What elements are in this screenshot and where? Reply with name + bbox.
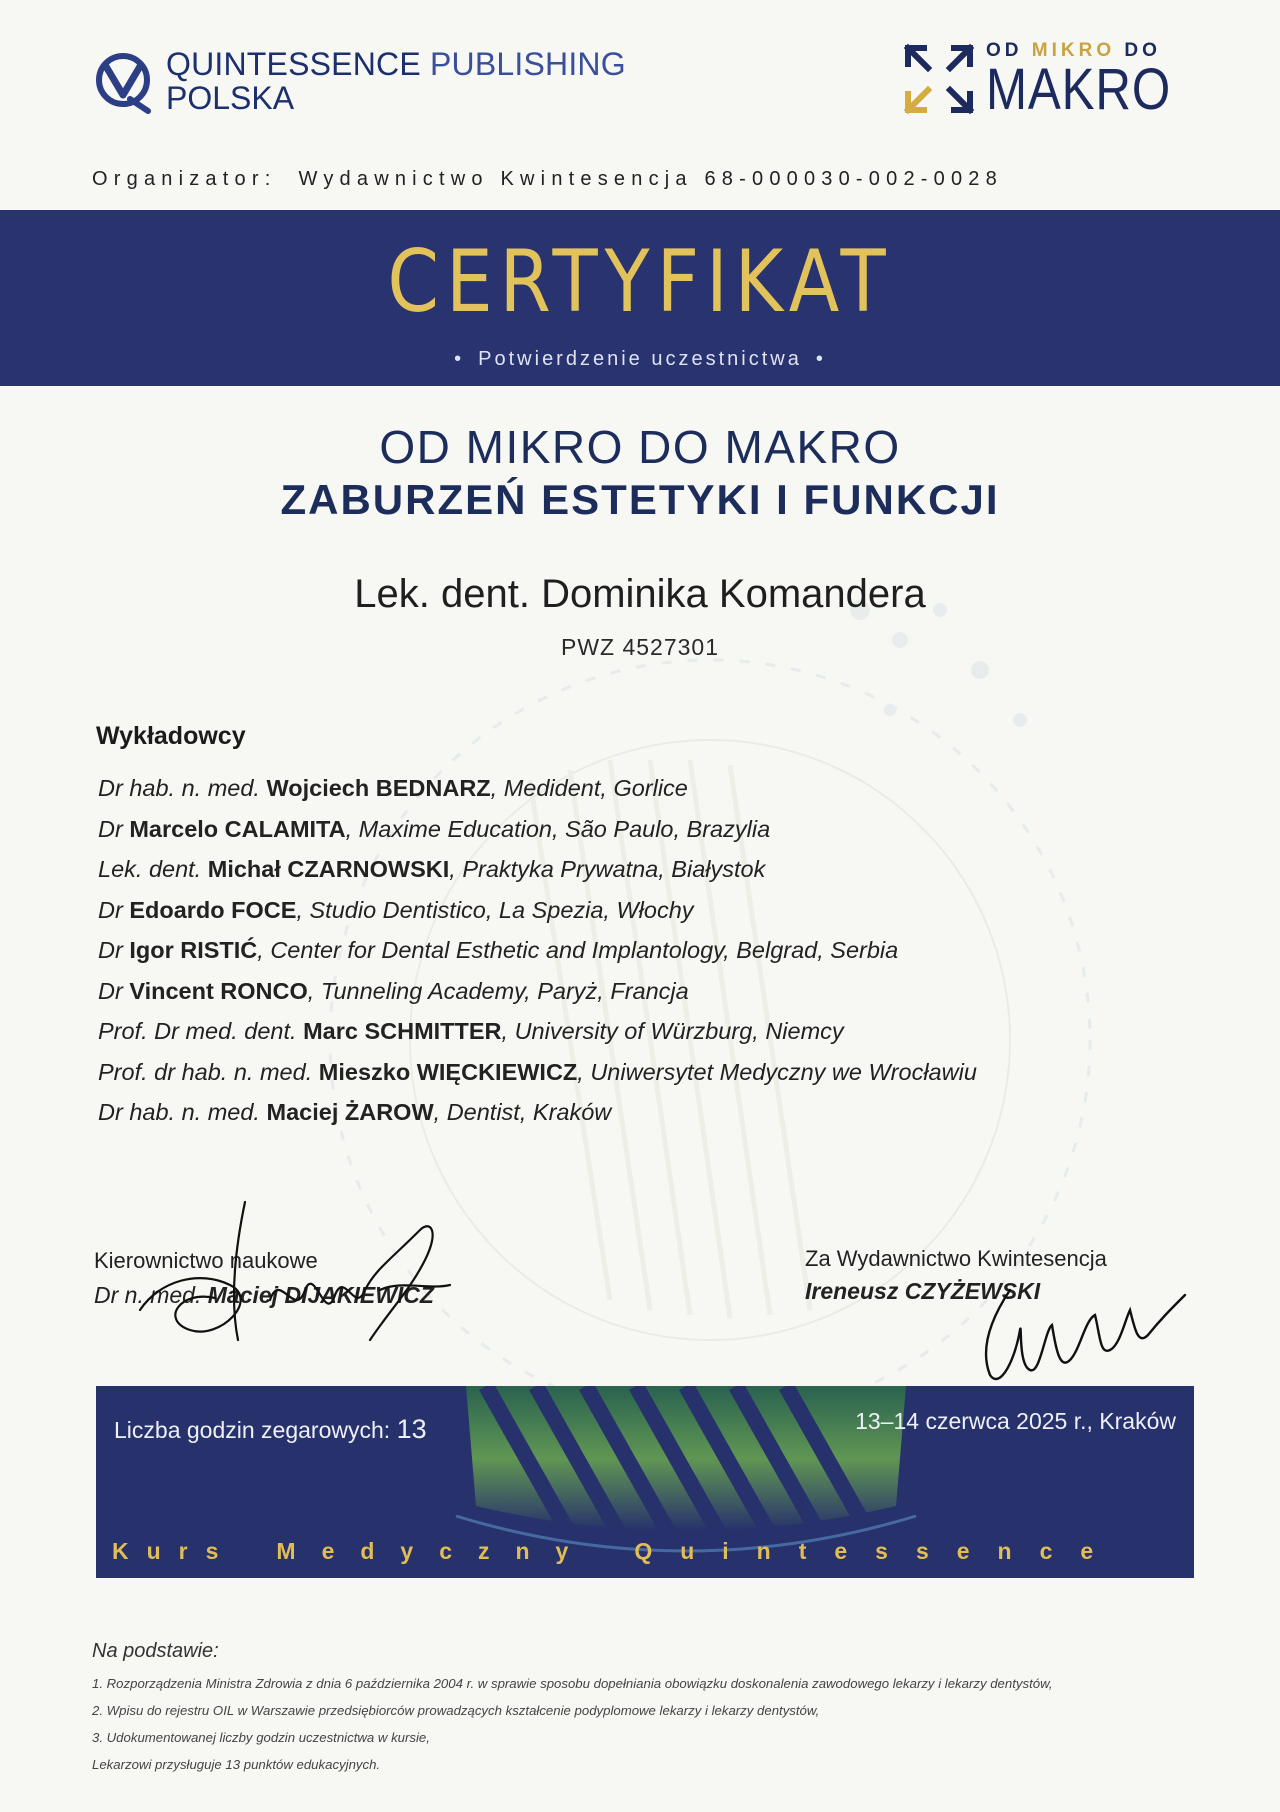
lecturer-item bbox=[98, 1011, 977, 1052]
lecturer-name: Marcelo CALAMITA bbox=[129, 815, 346, 842]
logo-word-makro: MAKRO bbox=[986, 57, 1172, 123]
scientific-director-name-row bbox=[94, 1282, 434, 1309]
expand-arrows-icon bbox=[900, 40, 978, 118]
lecturer-title: Prof. dr hab. n. med. bbox=[98, 1058, 313, 1085]
lecturer-item bbox=[98, 971, 977, 1012]
lecturer-item bbox=[98, 849, 977, 890]
course-date-place: 13–14 czerwca 2025 r., Kraków bbox=[855, 1408, 1176, 1434]
hours-value: 13 bbox=[396, 1414, 427, 1444]
course-brand-word: Kurs bbox=[112, 1538, 237, 1564]
organizer-label: Organizator: bbox=[92, 168, 277, 190]
logo-word-publishing: PUBLISHING bbox=[429, 46, 626, 82]
lecturer-affiliation: , Medident, Gorlice bbox=[490, 775, 688, 801]
course-brand bbox=[112, 1538, 1161, 1565]
hours-label: Liczba godzin zegarowych: bbox=[114, 1417, 391, 1443]
lecturer-title: Lek. dent. bbox=[98, 856, 202, 882]
course-title-line2: ZABURZEŃ ESTETYKI I FUNKCJI bbox=[280, 476, 1000, 523]
lecturer-affiliation: , Center for Dental Esthetic and Implantology, Belgrad, Serbia bbox=[257, 937, 899, 963]
lecturer-title: Prof. Dr med. dent. bbox=[98, 1018, 297, 1044]
lecturer-title: Dr bbox=[98, 937, 123, 963]
participant-pwz: PWZ 4527301 bbox=[560, 634, 720, 660]
course-info-band bbox=[96, 1386, 1194, 1578]
course-brand-word: Quintessence bbox=[634, 1538, 1122, 1564]
certificate-subtitle: Potwierdzenie uczestnictwa bbox=[478, 348, 802, 370]
logo-word-od: OD bbox=[986, 40, 1023, 62]
lecturer-title: Dr hab. n. med. bbox=[98, 1099, 260, 1125]
lecturer-item bbox=[98, 1092, 977, 1133]
organizer-line bbox=[92, 168, 1003, 191]
lecturer-item bbox=[98, 1052, 977, 1093]
certificate-subtitle-row bbox=[0, 348, 1280, 371]
lecturers-list bbox=[98, 768, 977, 1133]
legal-basis-item: 2. Wpisu do rejestru OIL w Warszawie przedsiębiorców prowadzących kształcenie podyplomowe lekarzy i lekarzy dentystów, bbox=[92, 1703, 820, 1718]
lecturer-affiliation: , Praktyka Prywatna, Białystok bbox=[449, 856, 766, 882]
lecturer-item bbox=[98, 890, 977, 931]
course-title-line1: OD MIKRO DO MAKRO bbox=[379, 421, 901, 473]
lecturer-name: Mieszko WIĘCKIEWICZ bbox=[318, 1058, 578, 1085]
publisher-representative-name: Ireneusz CZYŻEWSKI bbox=[805, 1278, 1041, 1304]
logo-word-do: DO bbox=[1124, 40, 1161, 62]
publisher-representative-label: Za Wydawnictwo Kwintesencja bbox=[805, 1246, 1107, 1271]
legal-basis-list bbox=[92, 1670, 1053, 1778]
bullet-icon: • bbox=[815, 348, 826, 370]
legal-basis-item: Lekarzowi przysługuje 13 punktów edukacyjnych. bbox=[92, 1757, 381, 1772]
lecturer-affiliation: , Uniwersytet Medyczny we Wrocławiu bbox=[577, 1058, 977, 1085]
hours-row bbox=[114, 1414, 427, 1445]
lecturer-name: Marc SCHMITTER bbox=[303, 1018, 502, 1044]
lecturer-affiliation: , Studio Dentistico, La Spezia, Włochy bbox=[296, 896, 694, 923]
organizer-value: Wydawnictwo Kwintesencja 68-000030-002-0028 bbox=[298, 168, 1003, 190]
lecturer-name: Igor RISTIĆ bbox=[129, 937, 258, 963]
lecturer-title: Dr bbox=[98, 896, 123, 923]
lecturer-name: Wojciech BEDNARZ bbox=[266, 775, 491, 801]
certificate-banner bbox=[0, 210, 1280, 386]
logo-word-quintessence: QUINTESSENCE bbox=[166, 46, 421, 82]
od-mikro-do-makro-logo bbox=[900, 40, 1204, 123]
lecturer-name: Vincent RONCO bbox=[129, 977, 308, 1004]
quintessence-q-icon bbox=[90, 49, 156, 115]
scientific-director-title: Dr n. med. bbox=[94, 1282, 202, 1308]
legal-basis-heading: Na podstawie: bbox=[92, 1640, 219, 1662]
legal-basis-item: 3. Udokumentowanej liczby godzin uczestnictwa w kursie, bbox=[92, 1730, 430, 1745]
lecturer-title: Dr bbox=[98, 815, 123, 842]
lecturer-title: Dr hab. n. med. bbox=[98, 775, 260, 801]
publisher-representative-block bbox=[805, 1246, 1107, 1305]
lecturer-affiliation: , Dentist, Kraków bbox=[433, 1099, 612, 1125]
lecturer-name: Michał CZARNOWSKI bbox=[207, 856, 450, 882]
lecturer-item bbox=[98, 809, 977, 850]
quintessence-logo bbox=[90, 48, 626, 115]
lecturer-item bbox=[98, 930, 977, 971]
lecturer-affiliation: , University of Würzburg, Niemcy bbox=[501, 1018, 844, 1044]
participant-name: Lek. dent. Dominika Komandera bbox=[354, 572, 926, 616]
logo-word-polska: POLSKA bbox=[166, 79, 295, 116]
lecturer-affiliation: , Tunneling Academy, Paryż, Francja bbox=[307, 977, 689, 1004]
course-brand-word: Medyczny bbox=[276, 1538, 595, 1564]
certificate-title: CERTYFIKAT bbox=[387, 232, 893, 332]
lecturer-item bbox=[98, 768, 977, 809]
scientific-director-name: Maciej DIJAKIEWICZ bbox=[207, 1282, 434, 1308]
lecturer-title: Dr bbox=[98, 977, 123, 1004]
bullet-icon: • bbox=[454, 348, 465, 370]
logo-word-mikro: MIKRO bbox=[1031, 40, 1116, 62]
legal-basis-item: 1. Rozporządzenia Ministra Zdrowia z dnia 6 października 2004 r. w sprawie sposobu dopełniania obowiązku doskonalenia zawodowego lekarzy i lekarzy dentystów, bbox=[92, 1676, 1053, 1691]
scientific-director-label: Kierownictwo naukowe bbox=[94, 1248, 318, 1273]
lecturer-name: Edoardo FOCE bbox=[129, 896, 297, 923]
lecturers-heading: Wykładowcy bbox=[96, 722, 246, 750]
lecturer-affiliation: , Maxime Education, São Paulo, Brazylia bbox=[345, 815, 771, 842]
lecturer-name: Maciej ŻAROW bbox=[266, 1099, 434, 1125]
scientific-director-block bbox=[94, 1248, 434, 1309]
